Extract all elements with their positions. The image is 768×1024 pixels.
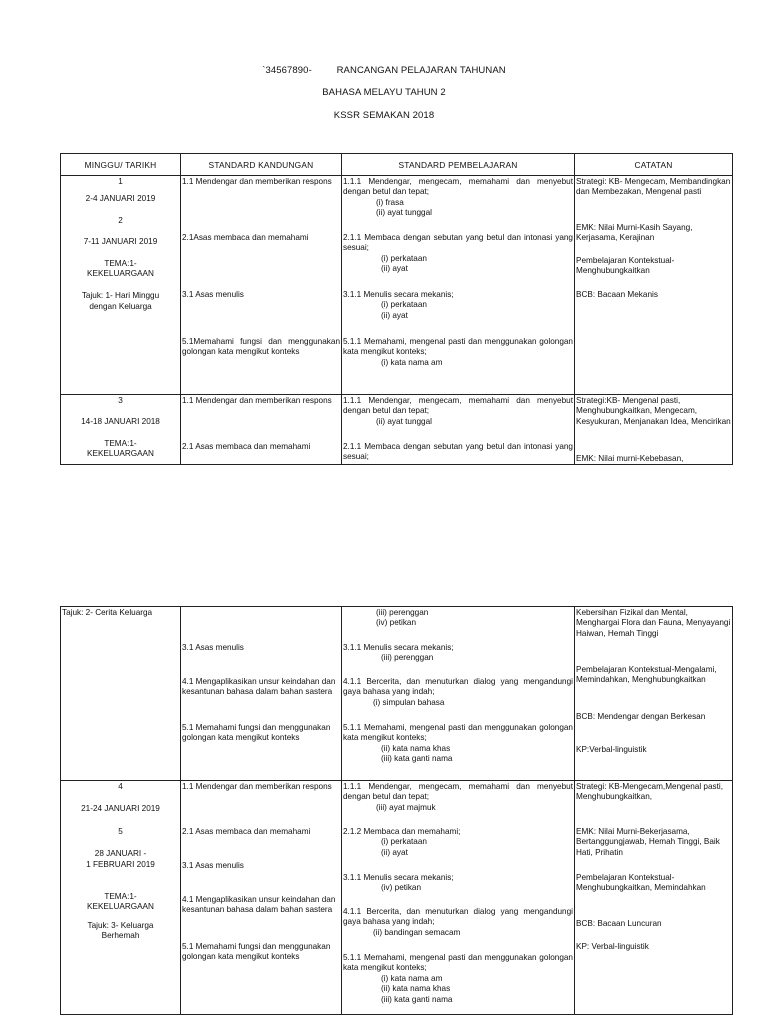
week-number: 2 [118,215,123,225]
doc-curriculum: KSSR SEMAKAN 2018 [333,110,435,121]
sp-item: 2.1.2 Membaca dan memahami; [343,827,461,836]
table-header-row [61,154,733,176]
note-item: Pembelajaran Kontekstual-Menghubungkaitkan, Memindahkan [576,873,706,893]
sk-item: 5.1Memahami fungsi dan menggunakan golongan kata mengikut konteks [182,337,340,357]
sk-item: 1.1 Mendengar dan memberikan respons [182,396,332,405]
sp-subitem: (i) simpulan bahasa [373,697,445,707]
col-header-sk: STANDARD KANDUNGAN [181,154,342,176]
sk-item: 3.1 Asas menulis [182,643,244,652]
sp-item: 5.1.1 Memahami, mengenal pasti dan menggunakan golongan kata mengikut konteks; [343,953,573,973]
week-date: 28 JANUARI - [94,849,147,859]
note-item: Strategi: KB- Mengecam, Membandingkan dan Membezakan, Mengenal pasti [576,177,731,197]
note-item: EMK: Nilai Murni-Bekerjasama, Bertanggungjawab, Hemah Tinggi, Baik Hati, Prihatin [576,827,720,857]
sp-item: 1.1.1 Mendengar, mengecam, memahami dan menyebut dengan betul dan tepat; [343,782,573,802]
week-cell [61,395,181,465]
note-item: BCB: Bacaan Mekanis [576,290,658,299]
sk-item: 3.1 Asas menulis [182,861,244,870]
note-item: EMK: Nilai murni-Kebebasan, [576,454,684,463]
notes-cell [575,781,733,1015]
sp-subitem: (i) kata nama am [381,973,443,983]
topic-name: Berhemah [101,931,140,941]
sp-subitem: (i) perkataan [381,253,427,263]
sp-subitem: (ii) kata nama khas [381,743,451,753]
sp-subitem: (ii) bandingan semacam [373,927,461,937]
sp-subitem: (ii) ayat [381,847,408,857]
note-item: EMK: Nilai Murni-Kasih Sayang, Kerjasama, Kerajinan [576,223,693,243]
col-header-notes: CATATAN [575,154,733,176]
week-cell [61,176,181,395]
notes-cell [575,395,733,465]
sp-item: 5.1.1 Memahami, mengenal pasti dan menggunakan golongan kata mengikut konteks; [343,337,573,357]
sp-item: 1.1.1 Mendengar, mengecam, memahami dan menyebut dengan betul dan tepat; [343,396,573,416]
week-number: 1 [118,177,123,186]
doc-title-line [0,65,768,76]
sk-cell [181,176,342,395]
sp-subitem: (iii) perenggan [376,608,429,617]
plan-table-1 [60,153,733,465]
week-date: 2-4 JANUARI 2019 [85,194,156,204]
sp-subitem: (ii) kata nama khas [381,984,451,994]
plan-table-2 [60,606,733,1015]
sk-item: 2.1Asas membaca dan memahami [182,233,309,242]
note-item: Kebersihan Fizikal dan Mental, Menghargai Flora dan Fauna, Menyayangi Haiwan, Hemah Tinggi [576,608,731,638]
sp-item: 2.1.1 Membaca dengan sebutan yang betul dan intonasi yang sesuai; [343,442,573,462]
table-row [61,781,733,1015]
sk-cell [181,607,342,781]
col-header-sp: STANDARD PEMBELAJARAN [342,154,575,176]
sp-subitem: (iii) perenggan [381,653,434,663]
sp-cell [342,395,575,465]
table-row [61,607,733,781]
week-date-end: 1 FEBRUARI 2019 [86,859,155,869]
table-row [61,395,733,465]
sp-subitem: (i) perkataan [381,837,427,847]
topic-label: Tajuk: 1- Hari Minggu [81,291,160,301]
sp-cell [342,176,575,395]
theme-label: TEMA:1- [104,438,137,448]
notes-cell [575,607,733,781]
theme-label: TEMA:1- [104,892,137,902]
theme-label: TEMA:1- [104,258,137,268]
sp-subitem: (ii) ayat [381,264,408,274]
sp-subitem: (iv) petikan [376,618,417,628]
week-date: 14-18 JANUARI 2018 [81,417,160,427]
theme-name: KEKELUARGAAN [87,449,154,459]
sp-subitem: (ii) ayat tunggal [376,416,432,426]
note-item: BCB: Mendengar dengan Berkesan [576,712,706,721]
sp-item: 2.1.1 Membaca dengan sebutan yang betul dan intonasi yang sesuai; [343,233,573,253]
topic-label: Tajuk: 2- Cerita Keluarga [62,608,153,617]
sp-subitem: (iii) ayat majmuk [376,802,436,812]
week-number: 5 [118,826,123,836]
week-date: 21-24 JANUARI 2019 [81,804,160,814]
sk-item: 5.1 Memahami fungsi dan menggunakan golongan kata mengikut konteks [182,942,331,962]
theme-name: KEKELUARGAAN [87,902,154,912]
sk-cell [181,395,342,465]
sp-item: 3.1.1 Menulis secara mekanis; [343,290,454,299]
doc-title: RANCANGAN PELAJARAN TAHUNAN [336,65,506,76]
sp-subitem: (ii) ayat [381,310,408,320]
sp-cell [342,781,575,1015]
note-item: Strategi:KB- Mengenal pasti, Menghubungkaitkan, Mengecam, Kesyukuran, Menjanakan Idea, Mencirikan [576,396,731,426]
note-item: KP: Verbal-linguistik [576,942,649,951]
sp-cell [342,607,575,781]
week-cell [61,607,181,781]
sp-subitem: (i) kata nama am [381,357,443,367]
sp-item: 4.1.1 Bercerita, dan menuturkan dialog yang mengandungi gaya bahasa yang indah; [343,677,573,697]
col-header-week: MINGGU/ TARIKH [61,154,181,176]
sk-item: 1.1 Mendengar dan memberikan respons [182,177,332,186]
sp-item: 1.1.1 Mendengar, mengecam, memahami dan menyebut dengan betul dan tepat; [343,177,573,197]
theme-name: KEKELUARGAAN [87,269,154,279]
week-date: 7-11 JANUARI 2019 [83,237,158,247]
note-item: Pembelajaran Kontekstual-Mengalami, Memindahkan, Menghubungkaitkan [576,665,717,685]
week-cell [61,781,181,1015]
sk-item: 1.1 Mendengar dan memberikan respons [182,782,332,791]
note-item: Pembelajaran Kontekstual-Menghubungkaitkan [576,256,675,276]
topic-name: dengan Keluarga [89,301,152,311]
sp-item: 3.1.1 Menulis secara mekanis; [343,643,454,652]
sk-item: 2.1 Asas membaca dan memahami [182,827,311,836]
sp-subitem: (iii) kata ganti nama [381,754,453,764]
doc-code: `34567890- [262,65,312,76]
table-row [61,176,733,395]
sk-item: 5.1 Memahami fungsi dan menggunakan golongan kata mengikut konteks [182,723,331,743]
sp-item: 5.1.1 Memahami, mengenal pasti dan menggunakan golongan kata mengikut konteks; [343,723,573,743]
note-item: KP:Verbal-linguistik [576,745,647,754]
sk-item: 4.1 Mengaplikasikan unsur keindahan dan kesantunan bahasa dalam bahan sastera [182,677,336,697]
sp-subitem: (i) frasa [376,197,404,207]
sk-cell [181,781,342,1015]
note-item: Strategi: KB-Mengecam,Mengenal pasti, Menghubungkaitkan, [576,782,723,802]
topic-label: Tajuk: 3- Keluarga [87,920,154,930]
note-item: BCB: Bacaan Luncuran [576,919,662,928]
sp-subitem: (ii) ayat tunggal [376,208,432,218]
week-number: 3 [118,396,123,405]
sk-item: 2.1 Asas membaca dan memahami [182,442,311,451]
sk-item: 4.1 Mengaplikasikan unsur keindahan dan kesantunan bahasa dalam bahan sastera [182,895,336,915]
sk-item: 3.1 Asas menulis [182,290,244,299]
sp-item: 4.1.1 Bercerita, dan menuturkan dialog yang mengandungi gaya bahasa yang indah; [343,907,573,927]
notes-cell [575,176,733,395]
week-number: 4 [118,782,123,791]
sp-subitem: (iv) petikan [381,883,422,893]
sp-item: 3.1.1 Menulis secara mekanis; [343,873,454,882]
sp-subitem: (i) perkataan [381,300,427,310]
doc-subject: BAHASA MELAYU TAHUN 2 [322,87,446,98]
sp-subitem: (iii) kata ganti nama [381,994,453,1004]
